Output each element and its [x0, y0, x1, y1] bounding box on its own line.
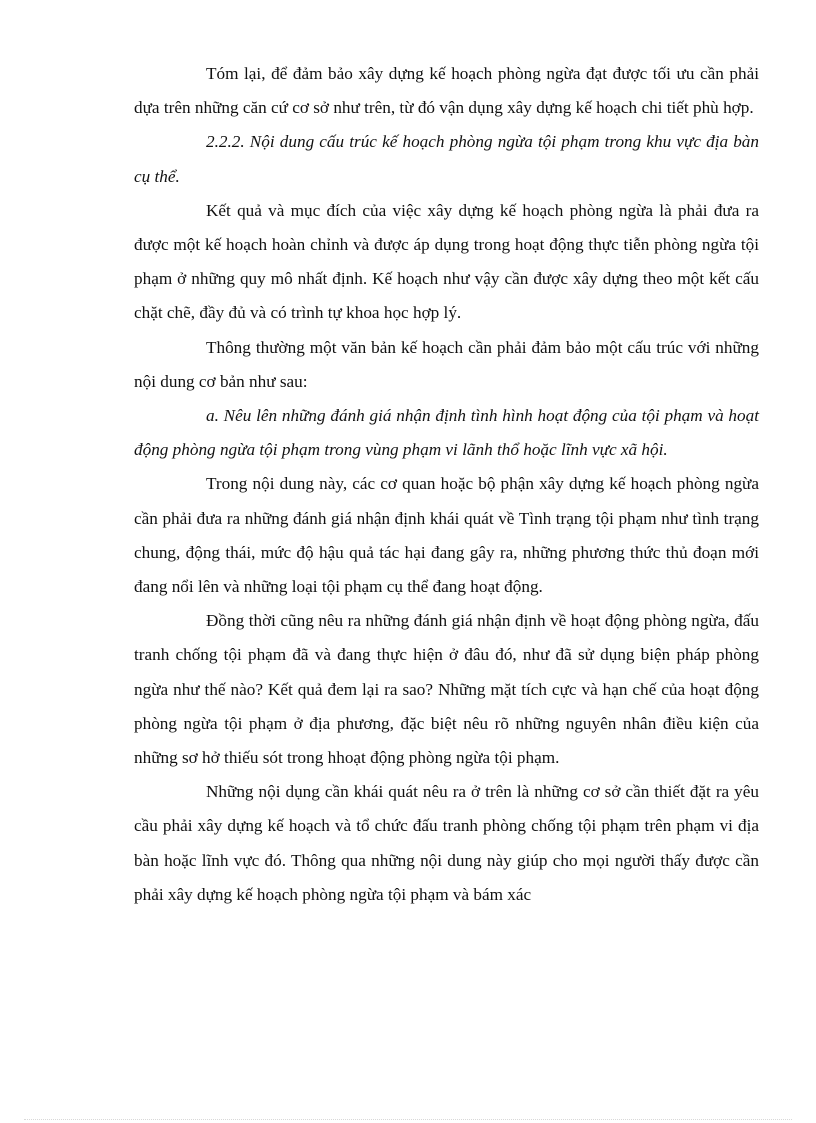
- page-bottom-divider: [24, 1119, 792, 1120]
- document-body: [134, 57, 759, 912]
- paragraph-plan-structure: Thông thường một văn bản kế hoạch cần phải đảm bảo một cấu trúc với những nội dung cơ bản như sau:: [134, 337, 759, 391]
- section-heading-2-2-2: 2.2.2. Nội dung cấu trúc kế hoạch phòng ngừa tội phạm trong khu vực địa bàn cụ thể.: [134, 132, 759, 186]
- paragraph-basis-requirements: Những nội dụng cần khái quát nêu ra ở trên là những cơ sở cần thiết đặt ra yêu cầu phải xây dựng kế hoạch và tổ chức đấu tranh phòng chống tội phạm trên phạm vi địa bàn hoặc lĩnh vực đó. Thông qua những nội dung này giúp cho mọi người thấy được cần phải xây dựng kế hoạch phòng ngừa tội phạm và bám xác: [134, 782, 759, 904]
- paragraph-prevention-assessment: Đồng thời cũng nêu ra những đánh giá nhận định về hoạt động phòng ngừa, đấu tranh chống tội phạm đã và đang thực hiện ở đâu đó, như đã sử dụng biện pháp phòng ngừa như thế nào? Kết quả đem lại ra sao? Những mặt tích cực và hạn chế của hoạt động phòng ngừa tội phạm ở địa phương, đặc biệt nêu rõ những nguyên nhân điều kiện của những sơ hở thiếu sót trong hhoạt động phòng ngừa tội phạm.: [134, 611, 759, 768]
- paragraph-crime-assessment: Trong nội dung này, các cơ quan hoặc bộ phận xây dựng kế hoạch phòng ngừa cần phải đưa ra những đánh giá nhận định khái quát về Tình trạng tội phạm như tình trạng chung, động thái, mức độ hậu quả tác hại đang gây ra, những phương thức thủ đoạn mới đang nổi lên và những loại tội phạm cụ thể đang hoạt động.: [134, 474, 759, 597]
- paragraph-plan-purpose: Kết quả và mục đích của việc xây dựng kế hoạch phòng ngừa là phải đưa ra được một kế hoạch hoàn chỉnh và được áp dụng trong hoạt động thực tiễn phòng ngừa tội phạm ở những quy mô nhất định. Kế hoạch như vậy cần được xây dựng theo một kết cấu chặt chẽ, đầy đủ và có trình tự khoa học hợp lý.: [134, 200, 759, 323]
- subsection-heading-a: a. Nêu lên những đánh giá nhận định tình hình hoạt động của tội phạm và hoạt động phòng ngừa tội phạm trong vùng phạm vi lãnh thổ hoặc lĩnh vực xã hội.: [134, 406, 759, 460]
- paragraph-conclusion: Tóm lại, để đảm bảo xây dựng kế hoạch phòng ngừa đạt được tối ưu cần phải dựa trên những căn cứ cơ sở như trên, từ đó vận dụng xây dựng kế hoạch chi tiết phù hợp.: [134, 64, 759, 118]
